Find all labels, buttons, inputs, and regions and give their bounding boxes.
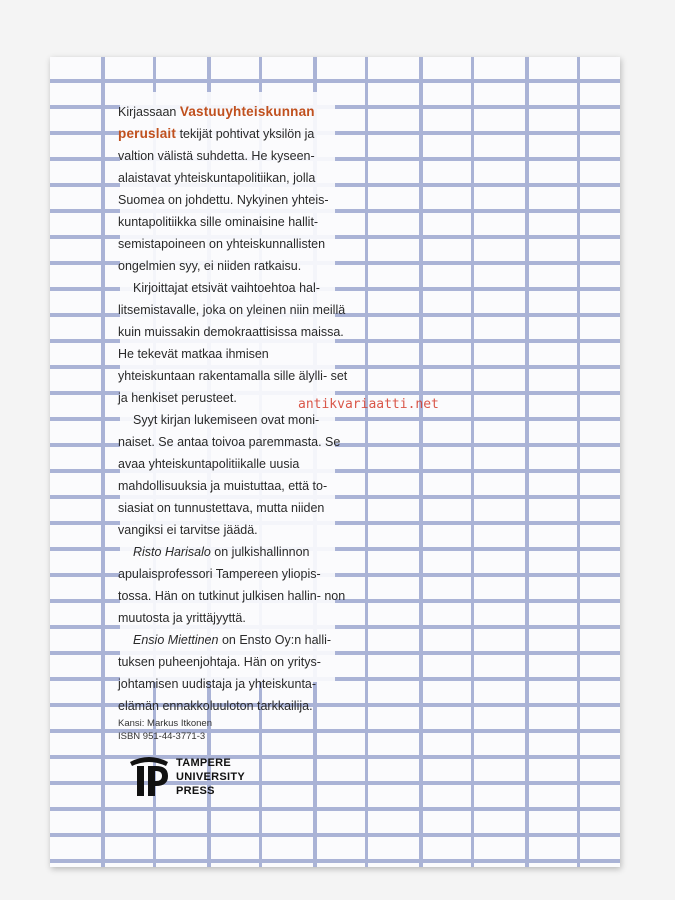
publisher-logo-icon [126,754,172,800]
blurb-paragraph-1 [118,101,348,277]
publisher-name [176,756,245,798]
cover-credit: Kansi: Markus Itkonen [118,718,212,729]
blurb-paragraph-4 [118,541,348,629]
blurb-paragraph-2: Kirjoittajat etsivät vaihtoehtoa hal- litsemistavalle, joka on yleinen niin meillä kuin muissakin demokraattisissa maissa. He tekevät matkaa ihmisen yhteiskuntaan rakentamalla sille älylli- set ja henkiset perusteet. [118,281,348,405]
book-back-cover [50,57,620,867]
book-title: Vastuuyhteiskunnan peruslait [118,104,315,141]
author-bio-2: on Ensto Oy:n halli- tuksen puheenjohtaja. Hän on yritys- johtamisen uudistaja ja yhteiskunta- elämän ennakkoluuloton tarkkailija. [118,633,332,713]
publisher-line-1: TAMPERE [176,757,232,769]
blurb-text: tekijät pohtivat yksilön ja valtion välistä suhdetta. He kyseen- alaistavat yhteiskuntapolitiikan, jolla Suomea on johdettu. Nykyinen yhteis- kuntapolitiikka sille ominaisine hallit- semistapoineen on yhteiskunnallisten ongelmien syy, ei niiden ratkaisu. [118,127,329,273]
publisher-block [126,754,245,800]
publisher-line-3: PRESS [176,785,215,797]
blurb-paragraph-3: Syyt kirjan lukemiseen ovat moni- naiset. Se antaa toivoa paremmasta. Se avaa yhteiskuntapolitiikalle uusia mahdollisuuksia ja muistuttaa, että to- siasiat on tunnustettava, mutta niiden vangiksi ei tarvitse jäädä. [118,413,341,537]
author-name-2: Ensio Miettinen [133,633,219,647]
isbn: ISBN 951-44-3771-3 [118,731,206,742]
author-name-1: Risto Harisalo [133,545,211,559]
publisher-line-2: UNIVERSITY [176,771,246,783]
watermark: antikvariaatti.net [298,397,439,412]
blurb-paragraph-5 [118,629,348,717]
blurb-intro: Kirjassaan [118,105,177,119]
author-bio-1: on julkishallinnon apulaisprofessori Tampereen yliopis- tossa. Hän on tutkinut julkisen hallin- non muutosta ja yrittäjyyttä. [118,545,346,625]
colophon [118,717,212,743]
